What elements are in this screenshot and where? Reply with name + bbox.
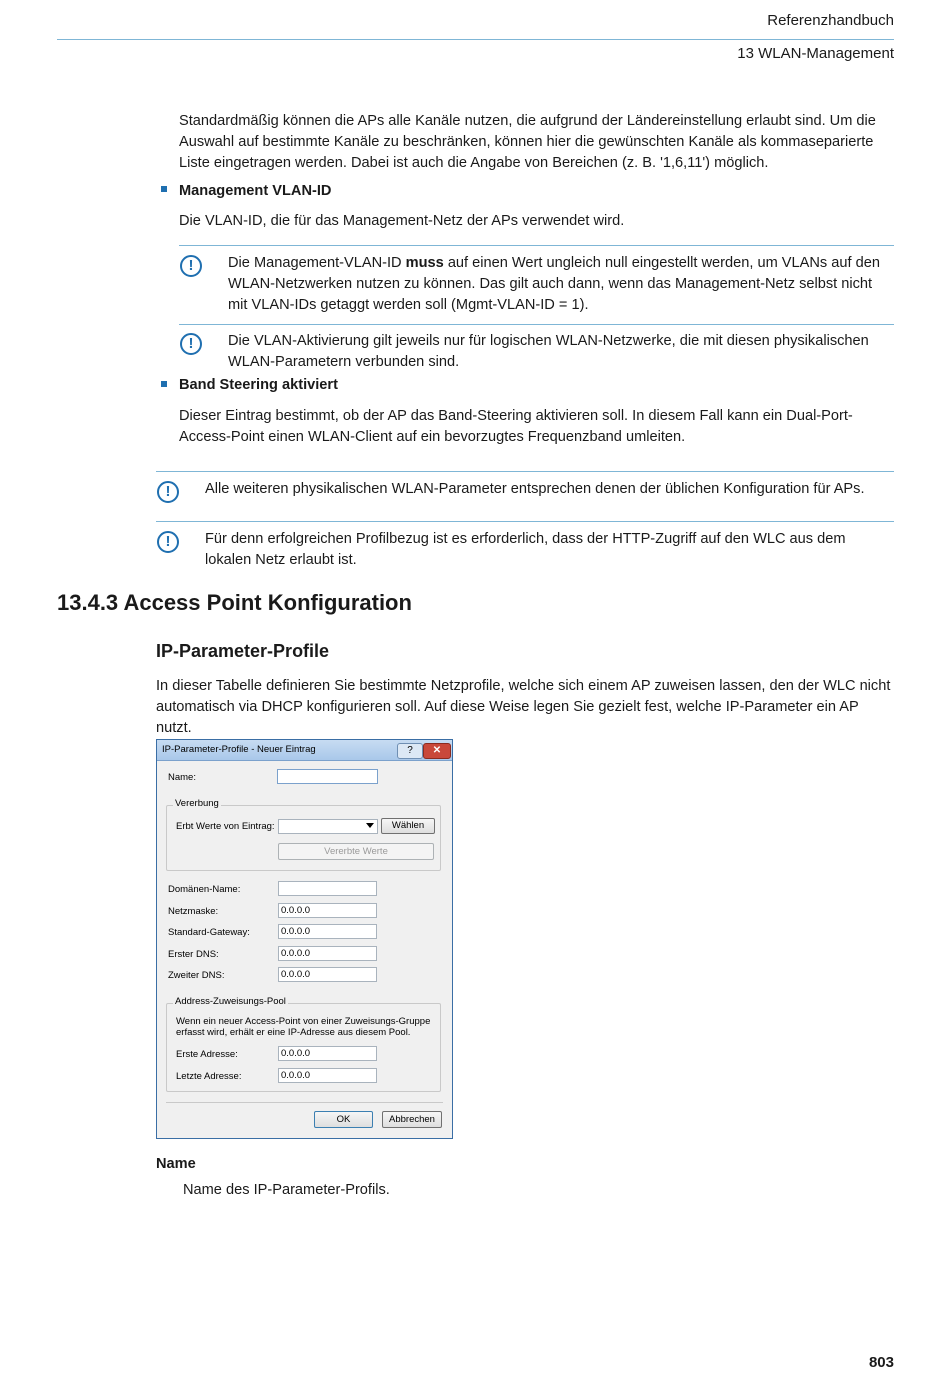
help-button[interactable]: ? [397,743,423,759]
chevron-down-icon [366,823,374,828]
name-field[interactable] [277,769,378,784]
last-address-field[interactable]: 0.0.0.0 [278,1068,377,1083]
intro-paragraph: Standardmäßig können die APs alle Kanäle nutzen, die aufgrund der Ländereinstellung erlaubt sind. Um die Auswahl auf bestimmte Kanäle zu beschränken, können hier die gewünschten Kanäle als kommaseparierte Liste eingetragen werden. Dabei ist auch die Angabe von Bereichen (z. B. '1,6,11') möglich. [179,113,876,171]
item-title-management-vlan: Management VLAN-ID [179,183,332,199]
dialog-separator [166,1102,443,1103]
dns2-label: Zweiter DNS: [168,970,225,981]
gateway-label: Standard-Gateway: [168,927,250,938]
page-number: 803 [868,1354,894,1371]
warning-icon: ! [180,333,202,355]
definition-term: Name [156,1156,196,1172]
first-address-label: Erste Adresse: [176,1049,238,1060]
domain-label: Domänen-Name: [168,884,241,895]
ip-profile-dialog [156,739,453,1139]
gateway-field[interactable]: 0.0.0.0 [278,924,377,939]
note-vlan-activation: Die VLAN-Aktivierung gilt jeweils nur für logischen WLAN-Netzwerke, die mit diesen physikalischen WLAN-Parametern verbunden sind. [228,333,869,370]
dialog-title: IP-Parameter-Profile - Neuer Eintrag [162,744,316,755]
section-title: 13.4.3 Access Point Konfiguration [57,590,412,615]
first-address-field[interactable]: 0.0.0.0 [278,1046,377,1061]
inheritance-group [166,805,441,871]
inherit-label: Erbt Werte von Eintrag: [176,821,275,832]
note-divider [156,471,894,472]
dns1-field[interactable]: 0.0.0.0 [278,946,377,961]
note-divider [179,324,894,325]
note-http-access: Für denn erfolgreichen Profilbezug ist es erforderlich, dass der HTTP-Zugriff auf den WLC aus dem lokalen Netz erlaubt ist. [205,531,846,568]
pool-hint-line1: Wenn ein neuer Access-Point von einer Zuweisungs-Gruppe [176,1016,431,1027]
note-general-params: Alle weiteren physikalischen WLAN-Parameter entsprechen denen der üblichen Konfiguration für APs. [205,481,865,497]
header-chapter-title: 13 WLAN-Management [737,45,894,62]
subsection-paragraph: In dieser Tabelle definieren Sie bestimmte Netzprofile, welche sich einem AP zuweisen lassen, den der WLC nicht automatisch via DHCP konfigurieren soll. Auf diese Weise legen Sie gezielt fest, welche IP-Parameter ein AP nutzt. [156,678,891,736]
item-title-band-steering: Band Steering aktiviert [179,377,338,393]
note-divider [156,521,894,522]
warning-icon: ! [157,481,179,503]
bullet-icon [161,186,167,192]
dns1-label: Erster DNS: [168,949,219,960]
definition-description: Name des IP-Parameter-Profils. [183,1182,390,1198]
dns2-field[interactable]: 0.0.0.0 [278,967,377,982]
note-vlan-nonzero [228,253,894,316]
item-text-management-vlan: Die VLAN-ID, die für das Management-Netz der APs verwendet wird. [179,213,625,229]
dialog-titlebar [157,740,452,761]
subsection-title: IP-Parameter-Profile [156,641,330,661]
netmask-field[interactable]: 0.0.0.0 [278,903,377,918]
choose-button[interactable]: Wählen [381,818,435,834]
name-label: Name: [168,772,196,783]
note-divider [179,245,894,246]
header-book-title: Referenzhandbuch [767,12,894,29]
cancel-button[interactable]: Abbrechen [382,1111,442,1128]
warning-icon: ! [157,531,179,553]
close-button[interactable]: ✕ [423,743,451,759]
inherited-values-button[interactable]: Vererbte Werte [278,843,434,860]
note-text: auf einen Wert ungleich null eingestellt werden, um VLANs auf den WLAN-Netzwerken nutzen zu können. Das gilt auch dann, wenn das Management-Netz selbst nicht mit VLAN-IDs getaggt werden soll (Mgmt-VLAN-ID = 1). [228,255,880,313]
warning-icon: ! [180,255,202,277]
header-divider [57,39,894,40]
bullet-icon [161,381,167,387]
last-address-label: Letzte Adresse: [176,1071,242,1082]
pool-hint-line2: erfasst wird, erhält er eine IP-Adresse aus diesem Pool. [176,1027,411,1038]
netmask-label: Netzmaske: [168,906,219,917]
domain-field[interactable] [278,881,377,896]
note-text: Die Management-VLAN-ID [228,255,406,271]
inheritance-group-title: Vererbung [175,798,219,809]
note-emphasis: muss [405,255,444,271]
inherit-dropdown[interactable] [278,819,378,834]
address-pool-group-title: Address-Zuweisungs-Pool [175,996,286,1007]
ok-button[interactable]: OK [314,1111,373,1128]
item-text-band-steering: Dieser Eintrag bestimmt, ob der AP das Band-Steering aktivieren soll. In diesem Fall kann ein Dual-Port-Access-Point einen WLAN-Client auf ein bevorzugtes Frequenzband umleiten. [179,408,853,445]
